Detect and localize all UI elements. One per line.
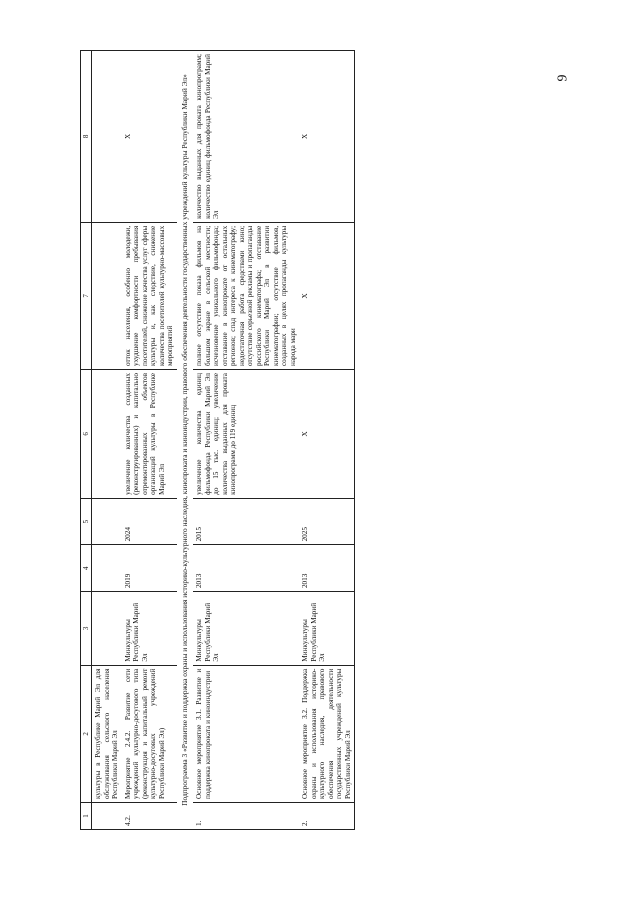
measures-table bbox=[80, 50, 355, 830]
row-number: 1. bbox=[193, 803, 299, 830]
expected-result: X bbox=[299, 370, 354, 499]
expected-result bbox=[92, 370, 122, 499]
header-cell: 6 bbox=[81, 370, 92, 499]
year-end bbox=[92, 498, 122, 545]
year-start bbox=[92, 545, 122, 592]
executor: Минкультуры Республики Марий Эл bbox=[122, 592, 177, 666]
header-cell: 4 bbox=[81, 545, 92, 592]
expected-result: увеличение количества единиц фильмофонда Республики Марий Эл до 15 тыс. единиц; увеличение количества выданных для проката кинопрограмм до 119 единиц bbox=[193, 370, 299, 499]
year-end: 2025 bbox=[299, 498, 354, 545]
indicator: X bbox=[299, 51, 354, 223]
measure-name: культуры в Республике Марий Эл для обслуживания сельского населения Республики Марий Эл bbox=[92, 665, 122, 802]
header-cell: 8 bbox=[81, 51, 92, 223]
year-end: 2015 bbox=[193, 498, 299, 545]
indicator: количество выданных для проката кинопрограмм; количество единиц фильмофонда Республики Марий Эл bbox=[193, 51, 299, 223]
indicator: X bbox=[122, 51, 177, 223]
indicator bbox=[92, 51, 122, 223]
header-cell: 5 bbox=[81, 498, 92, 545]
subprogram-row bbox=[177, 51, 194, 830]
year-start: 2013 bbox=[193, 545, 299, 592]
consequence: полное отсутствие показа фильмов на большом экране в сельской местности; исчезновение уникального фильмофонда; отставание в кинопрокате от остальных регионов; спад интереса к кинематографу; недостаточная работа средствами кино; отсутствие серьезной рекламы и пропаганды российского кинематографа; отставание Республики Марий Эл в развитии кинематографии; отсутствие фильмов, созданных в целях пропаганды культуры народа мари bbox=[193, 222, 299, 369]
table-row bbox=[122, 51, 177, 830]
row-number: 4.2. bbox=[122, 803, 177, 830]
row-number bbox=[92, 803, 122, 830]
header-cell: 3 bbox=[81, 592, 92, 666]
page-number: 9 bbox=[555, 74, 571, 82]
header-cell: 2 bbox=[81, 665, 92, 802]
consequence: X bbox=[299, 222, 354, 369]
year-start: 2013 bbox=[299, 545, 354, 592]
consequence: отток населения, особенно молодежи, ухудшение комфортности пребывания посетителей, снижение качества услуг сферы культуры и, как следствие, снижение количества посетителей культурно-массовых мероприятий bbox=[122, 222, 177, 369]
header-cell: 7 bbox=[81, 222, 92, 369]
year-end: 2024 bbox=[122, 498, 177, 545]
expected-result: увеличение количества созданных (реконструированных) и капитально отремонтированных объектов организаций культуры в Республике Марий Эл bbox=[122, 370, 177, 499]
measure-name: Основное мероприятие 3.1. Развитие и поддержка кинопроката и киноиндустрии bbox=[193, 665, 299, 802]
executor: Минкультуры Республики Марий Эл bbox=[299, 592, 354, 666]
row-number: 2. bbox=[299, 803, 354, 830]
table-row bbox=[92, 51, 122, 830]
consequence bbox=[92, 222, 122, 369]
measure-name: Мероприятие 2.4.2. Развитие сети учреждений культурно-досугового типа (реконструкция и капитальный ремонт культурно-досуговых учреждений Республики Марий Эл) bbox=[122, 665, 177, 802]
table-row bbox=[193, 51, 299, 830]
subprogram-title: Подпрограмма 3 «Развитие и поддержка охраны и использования историко-культурного наследия, кинопроката и киноиндустрии, правового обеспечения деятельности государственных учреждений культуры Республики Марий Эл» bbox=[177, 51, 194, 830]
header-cell: 1 bbox=[81, 803, 92, 830]
year-start: 2019 bbox=[122, 545, 177, 592]
rotated-table-container bbox=[80, 50, 580, 830]
executor: Минкультуры Республики Марий Эл bbox=[193, 592, 299, 666]
measure-name: Основное мероприятие 3.2. Поддержка охраны и использования историко-культурного наследия, правового обеспечения деятельности государственных учреждений культуры Республики Марий Эл bbox=[299, 665, 354, 802]
table-row bbox=[299, 51, 354, 830]
executor bbox=[92, 592, 122, 666]
table-header-row bbox=[81, 51, 92, 830]
